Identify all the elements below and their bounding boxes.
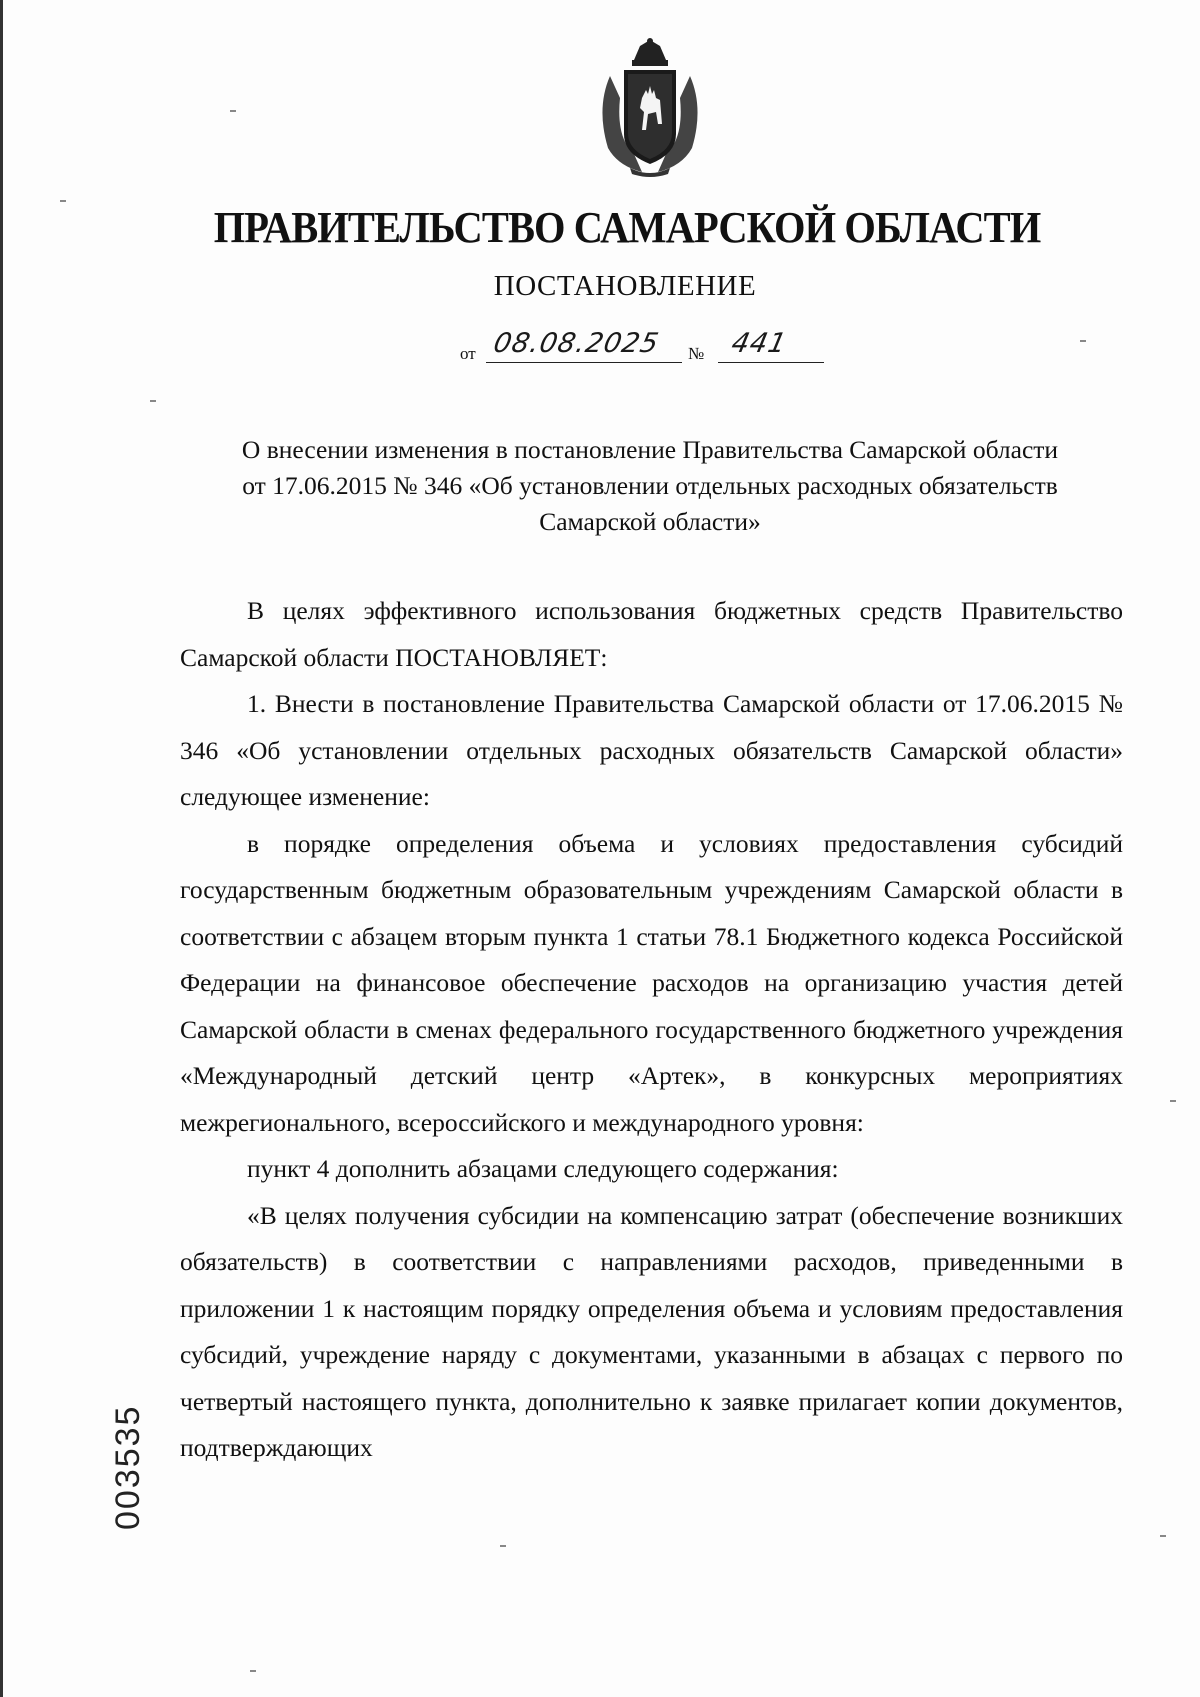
- scan-speck: [1080, 340, 1086, 342]
- body-paragraph: В целях эффективного использования бюджетных средств Правительство Самарской области ПОСТАНОВЛЯЕТ:: [180, 596, 1123, 672]
- handwritten-date: 08.08.2025: [490, 328, 662, 359]
- samara-coat-of-arms-icon: [590, 38, 710, 178]
- body-paragraph: 1. Внести в постановление Правительства Самарской области от 17.06.2015 № 346 «Об установлении отдельных расходных обязательств Самарской области» следующее изменение:: [180, 689, 1123, 811]
- body-paragraph: «В целях получения субсидии на компенсацию затрат (обеспечение возникших обязательств) в соответствии с направлениями расходов, приведенными в приложении 1 к настоящим порядку определения объема и условиям предоставления субсидий, учреждение наряду с документами, указанными в абзацах с первого по четвертый настоящего пункта, дополнительно к заявке прилагает копии документов, подтверждающих: [180, 1200, 1123, 1462]
- subject-line: от 17.06.2015 № 346 «Об установлении отдельных расходных обязательств: [242, 471, 1058, 500]
- scan-speck: [500, 1545, 506, 1547]
- date-prefix: от: [460, 344, 476, 363]
- scan-speck: [250, 1670, 256, 1672]
- body-paragraph: в порядке определения объема и условиях предоставления субсидий государственным бюджетным образовательным учреждениям Самарской области в соответствии с абзацем вторым пункта 1 статьи 78.1 Бюджетного кодекса Российской Федерации на финансовое обеспечение расходов на организацию участия детей Самарской области в сменах федерального государственного бюджетного учреждения «Международный детский центр «Артек», в конкурсных мероприятиях межрегионального, всероссийского и международного уровня:: [180, 828, 1123, 1137]
- scan-edge: [0, 0, 3, 1697]
- date-underline: [486, 362, 682, 363]
- government-title: ПРАВИТЕЛЬСТВО САМАРСКОЙ ОБЛАСТИ: [213, 203, 1041, 252]
- scan-speck: [1160, 1535, 1166, 1537]
- scan-speck: [150, 400, 156, 402]
- number-underline: [718, 362, 824, 363]
- document-body: [180, 588, 1123, 1472]
- body-paragraph: пункт 4 дополнить абзацами следующего содержания:: [247, 1154, 839, 1183]
- subject-line: О внесении изменения в постановление Правительства Самарской области: [241, 435, 1059, 464]
- document-subject: [160, 432, 1140, 540]
- number-prefix: №: [688, 344, 705, 363]
- scan-speck: [230, 110, 236, 112]
- subject-line: Самарской области»: [539, 507, 761, 536]
- side-serial-number: 003535: [109, 1404, 147, 1530]
- scan-speck: [60, 200, 66, 202]
- scan-speck: [1170, 1100, 1176, 1102]
- document-type: ПОСТАНОВЛЕНИЕ: [493, 270, 757, 302]
- handwritten-number: 441: [728, 328, 790, 359]
